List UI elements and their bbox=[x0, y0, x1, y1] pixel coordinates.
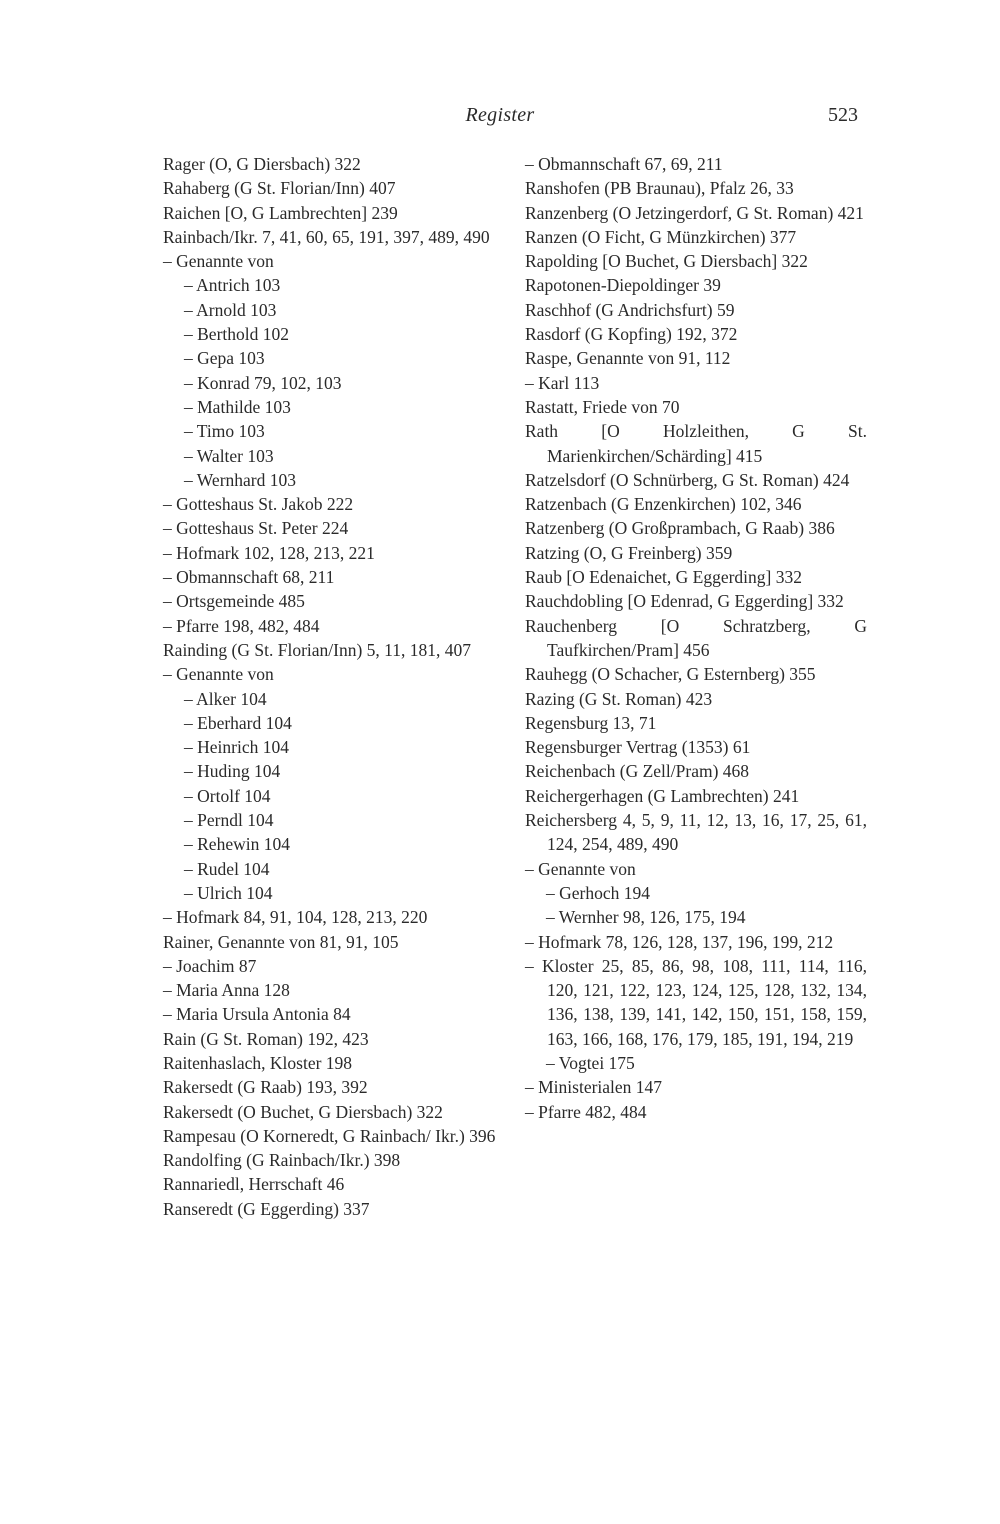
index-entry: Raspe, Genannte von 91, 112 bbox=[525, 348, 731, 369]
index-entry: – Ministerialen 147 bbox=[525, 1077, 663, 1098]
index-entry: Ratzing (O, G Freinberg) 359 bbox=[525, 542, 733, 563]
index-entry: – Konrad 79, 102, 103 bbox=[184, 372, 342, 393]
index-entry: – Vogtei 175 bbox=[546, 1052, 635, 1073]
index-entry: Rakersedt (O Buchet, G Diersbach) 322 bbox=[163, 1101, 443, 1122]
index-entry: – Obmannschaft 68, 211 bbox=[163, 567, 335, 588]
index-entry: Ratzelsdorf (O Schnürberg, G St. Roman) 424 bbox=[525, 469, 850, 490]
index-entry: – Pfarre 198, 482, 484 bbox=[163, 615, 320, 636]
index-entry: – Walter 103 bbox=[184, 445, 274, 466]
index-entry: – Maria Anna 128 bbox=[163, 980, 290, 1001]
index-entry: Rapolding [O Buchet, G Diersbach] 322 bbox=[525, 251, 808, 272]
index-entry: Raub [O Edenaichet, G Eggerding] 332 bbox=[525, 567, 803, 588]
index-entry: – Heinrich 104 bbox=[184, 737, 289, 758]
index-entry: Rapotonen-Diepoldinger 39 bbox=[525, 275, 721, 296]
index-column-left bbox=[163, 152, 505, 1221]
index-entry: – Alker 104 bbox=[184, 688, 267, 709]
index-entry: Ranseredt (G Eggerding) 337 bbox=[163, 1198, 370, 1219]
index-entry: – Huding 104 bbox=[184, 761, 281, 782]
index-entry: Reichenbach (G Zell/Pram) 468 bbox=[525, 761, 750, 782]
index-entry: – Ulrich 104 bbox=[184, 882, 273, 903]
index-entry: – Rudel 104 bbox=[184, 858, 270, 879]
index-entry: Rannariedl, Herrschaft 46 bbox=[163, 1174, 345, 1195]
index-entry: – Pfarre 482, 484 bbox=[525, 1101, 647, 1122]
index-entry: Razing (G St. Roman) 423 bbox=[525, 688, 713, 709]
index-entry: – Perndl 104 bbox=[184, 810, 274, 831]
index-entry: Raitenhaslach, Kloster 198 bbox=[163, 1052, 353, 1073]
index-entry: Rauchdobling [O Edenrad, G Eggerding] 332 bbox=[525, 591, 844, 612]
index-entry: – Joachim 87 bbox=[163, 955, 257, 976]
index-entry: Rath [O Holzleithen, G St. Marienkirchen/Schärding] 415 bbox=[525, 421, 867, 466]
index-entry: – Hofmark 78, 126, 128, 137, 196, 199, 212 bbox=[525, 931, 834, 952]
index-entry: Rainding (G St. Florian/Inn) 5, 11, 181, 407 bbox=[163, 639, 472, 660]
index-entry: – Eberhard 104 bbox=[184, 712, 292, 733]
index-entry: – Ortolf 104 bbox=[184, 785, 271, 806]
index-entry: – Gotteshaus St. Jakob 222 bbox=[163, 494, 354, 515]
index-entry: – Kloster 25, 85, 86, 98, 108, 111, 114, 116, 120, 121, 122, 123, 124, 125, 128, 132, 134, 136, 138, 139, 141, 142, 150, 151, 158, 159, 163, 166, 168, 176, 179, 185, 191, 194, 219 bbox=[525, 955, 867, 1049]
page-number: 523 bbox=[828, 104, 858, 126]
index-entry: Regensburger Vertrag (1353) 61 bbox=[525, 737, 751, 758]
index-entry: Ratzenbach (G Enzenkirchen) 102, 346 bbox=[525, 494, 802, 515]
index-entry: Raichen [O, G Lambrechten] 239 bbox=[163, 202, 398, 223]
index-entry: Ratzenberg (O Großprambach, G Raab) 386 bbox=[525, 518, 835, 539]
index-entry: – Genannte von bbox=[525, 858, 636, 879]
index-entry: – Mathilde 103 bbox=[184, 396, 291, 417]
index-entry: Ranzenberg (O Jetzingerdorf, G St. Roman) 421 bbox=[525, 202, 864, 223]
index-entry: – Wernhard 103 bbox=[184, 469, 296, 490]
index-entry: Rager (O, G Diersbach) 322 bbox=[163, 154, 361, 174]
index-entry: – Antrich 103 bbox=[184, 275, 281, 296]
index-entry: – Genannte von bbox=[163, 251, 274, 272]
index-entry: – Ortsgemeinde 485 bbox=[163, 591, 305, 612]
index-entry: – Obmannschaft 67, 69, 211 bbox=[525, 154, 723, 174]
index-entry: Rahaberg (G St. Florian/Inn) 407 bbox=[163, 178, 396, 199]
index-entry: – Gerhoch 194 bbox=[546, 882, 651, 903]
index-entry: – Rehewin 104 bbox=[184, 834, 290, 855]
running-head-title: Register bbox=[465, 104, 535, 126]
index-entry: Rakersedt (G Raab) 193, 392 bbox=[163, 1077, 368, 1098]
index-entry: Rastatt, Friede von 70 bbox=[525, 396, 680, 417]
index-entry: Reichersberg 4, 5, 9, 11, 12, 13, 16, 17, 25, 61, 124, 254, 489, 490 bbox=[525, 810, 867, 855]
index-entry: Rasdorf (G Kopfing) 192, 372 bbox=[525, 324, 738, 345]
index-entry: – Arnold 103 bbox=[184, 299, 277, 320]
index-entry: Rauhegg (O Schacher, G Esternberg) 355 bbox=[525, 664, 816, 685]
index-entry: – Gepa 103 bbox=[184, 348, 265, 369]
index-entry: – Wernher 98, 126, 175, 194 bbox=[546, 907, 746, 928]
index-entry: Rainbach/Ikr. 7, 41, 60, 65, 191, 397, 489, 490 bbox=[163, 226, 490, 247]
index-entry: Ranshofen (PB Braunau), Pfalz 26, 33 bbox=[525, 178, 794, 199]
index-entry: – Gotteshaus St. Peter 224 bbox=[163, 518, 349, 539]
index-entry: – Genannte von bbox=[163, 664, 274, 685]
index-entry: Rainer, Genannte von 81, 91, 105 bbox=[163, 931, 399, 952]
index-entry: – Maria Ursula Antonia 84 bbox=[163, 1004, 351, 1025]
index-entry: Rain (G St. Roman) 192, 423 bbox=[163, 1028, 369, 1049]
index-entry: Rampesau (O Korneredt, G Rainbach/ Ikr.) 396 bbox=[163, 1125, 496, 1146]
index-entry: Ranzen (O Ficht, G Münzkirchen) 377 bbox=[525, 226, 797, 247]
index-entry: – Hofmark 102, 128, 213, 221 bbox=[163, 542, 375, 563]
index-entry: Raschhof (G Andrichsfurt) 59 bbox=[525, 299, 735, 320]
index-entry: – Berthold 102 bbox=[184, 324, 289, 345]
index-entry: Rauchenberg [O Schratzberg, G Taufkirchen/Pram] 456 bbox=[525, 615, 867, 660]
index-column-right bbox=[525, 152, 867, 1124]
index-entry: Regensburg 13, 71 bbox=[525, 712, 657, 733]
index-entry: Randolfing (G Rainbach/Ikr.) 398 bbox=[163, 1150, 401, 1171]
index-entry: – Karl 113 bbox=[525, 372, 600, 393]
index-entry: Reichergerhagen (G Lambrechten) 241 bbox=[525, 785, 800, 806]
index-entry: – Hofmark 84, 91, 104, 128, 213, 220 bbox=[163, 907, 428, 928]
index-entry: – Timo 103 bbox=[184, 421, 265, 442]
